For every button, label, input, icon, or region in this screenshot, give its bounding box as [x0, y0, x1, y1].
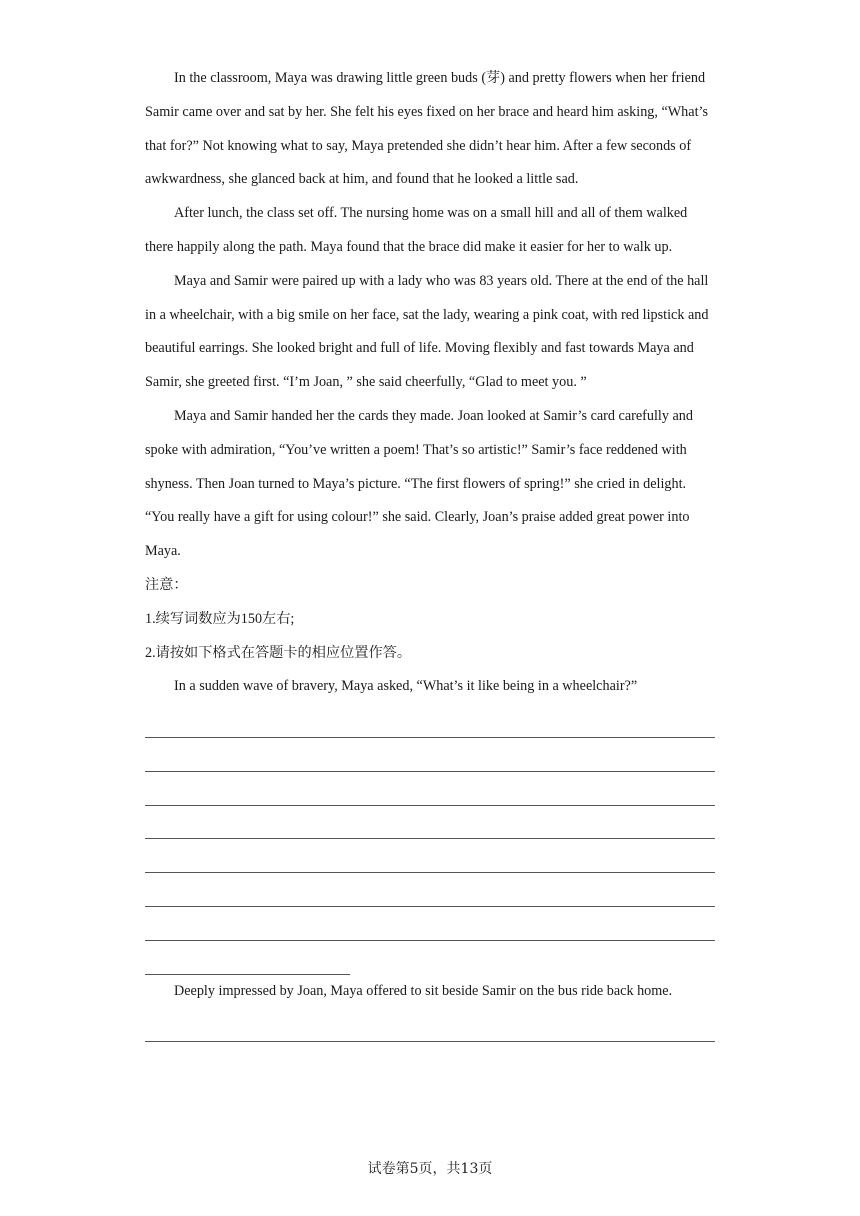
- answer-line: [145, 806, 715, 840]
- note-item-2: 2.请按如下格式在答题卡的相应位置作答。: [145, 644, 412, 661]
- answer-line: [145, 704, 715, 738]
- exam-page-content: [145, 62, 715, 1042]
- answer-line: [145, 873, 715, 907]
- answer-line-short: [145, 941, 350, 975]
- story-paragraph-2: After lunch, the class set off. The nursing home was on a small hill and all of them walked there happily along the path. Maya found that the brace did make it easier for her to walk up.: [145, 205, 688, 255]
- answer-line: [145, 907, 715, 941]
- note-item-1: 1.续写词数应为150左右;: [145, 610, 295, 627]
- answer-line: [145, 772, 715, 806]
- answer-line: [145, 1008, 715, 1042]
- story-paragraph-4: Maya and Samir handed her the cards they made. Joan looked at Samir’s card carefully and spoke with admiration, “You’ve written a poem! That’s so artistic!” Samir’s face reddened with shyness. Then Joan turned to Maya’s picture. “The first flowers of spring!” she cried in delight. “You really have a gift for using colour!” she said. Clearly, Joan’s praise added great power into Maya.: [145, 407, 693, 560]
- answer-area-2[interactable]: [145, 1008, 715, 1042]
- answer-line: [145, 839, 715, 873]
- continuation-prompt-2: Deeply impressed by Joan, Maya offered to sit beside Samir on the bus ride back home.: [174, 982, 673, 999]
- page-footer: 试卷第5页，共13页: [367, 1161, 493, 1177]
- continuation-prompt-1: In a sudden wave of bravery, Maya asked, “What’s it like being in a wheelchair?”: [174, 678, 638, 695]
- notes-heading: 注意：: [145, 576, 188, 593]
- answer-line: [145, 738, 715, 772]
- story-paragraph-1: In the classroom, Maya was drawing little green buds (芽) and pretty flowers when her friend Samir came over and sat by her. She felt his eyes fixed on her brace and heard him asking, “What’s that for?” Not knowing what to say, Maya pretended she didn’t hear him. After a few seconds of awkwardness, she glanced back at him, and found that he looked a little sad.: [145, 70, 708, 188]
- story-paragraph-3: Maya and Samir were paired up with a lady who was 83 years old. There at the end of the hall in a wheelchair, with a big smile on her face, sat the lady, wearing a pink coat, with red lipstick and beautiful earrings. She looked bright and full of life. Moving flexibly and fast towards Maya and Samir, she greeted first. “I’m Joan, ” she said cheerfully, “Glad to meet you. ”: [145, 272, 709, 391]
- answer-area-1[interactable]: [145, 704, 715, 974]
